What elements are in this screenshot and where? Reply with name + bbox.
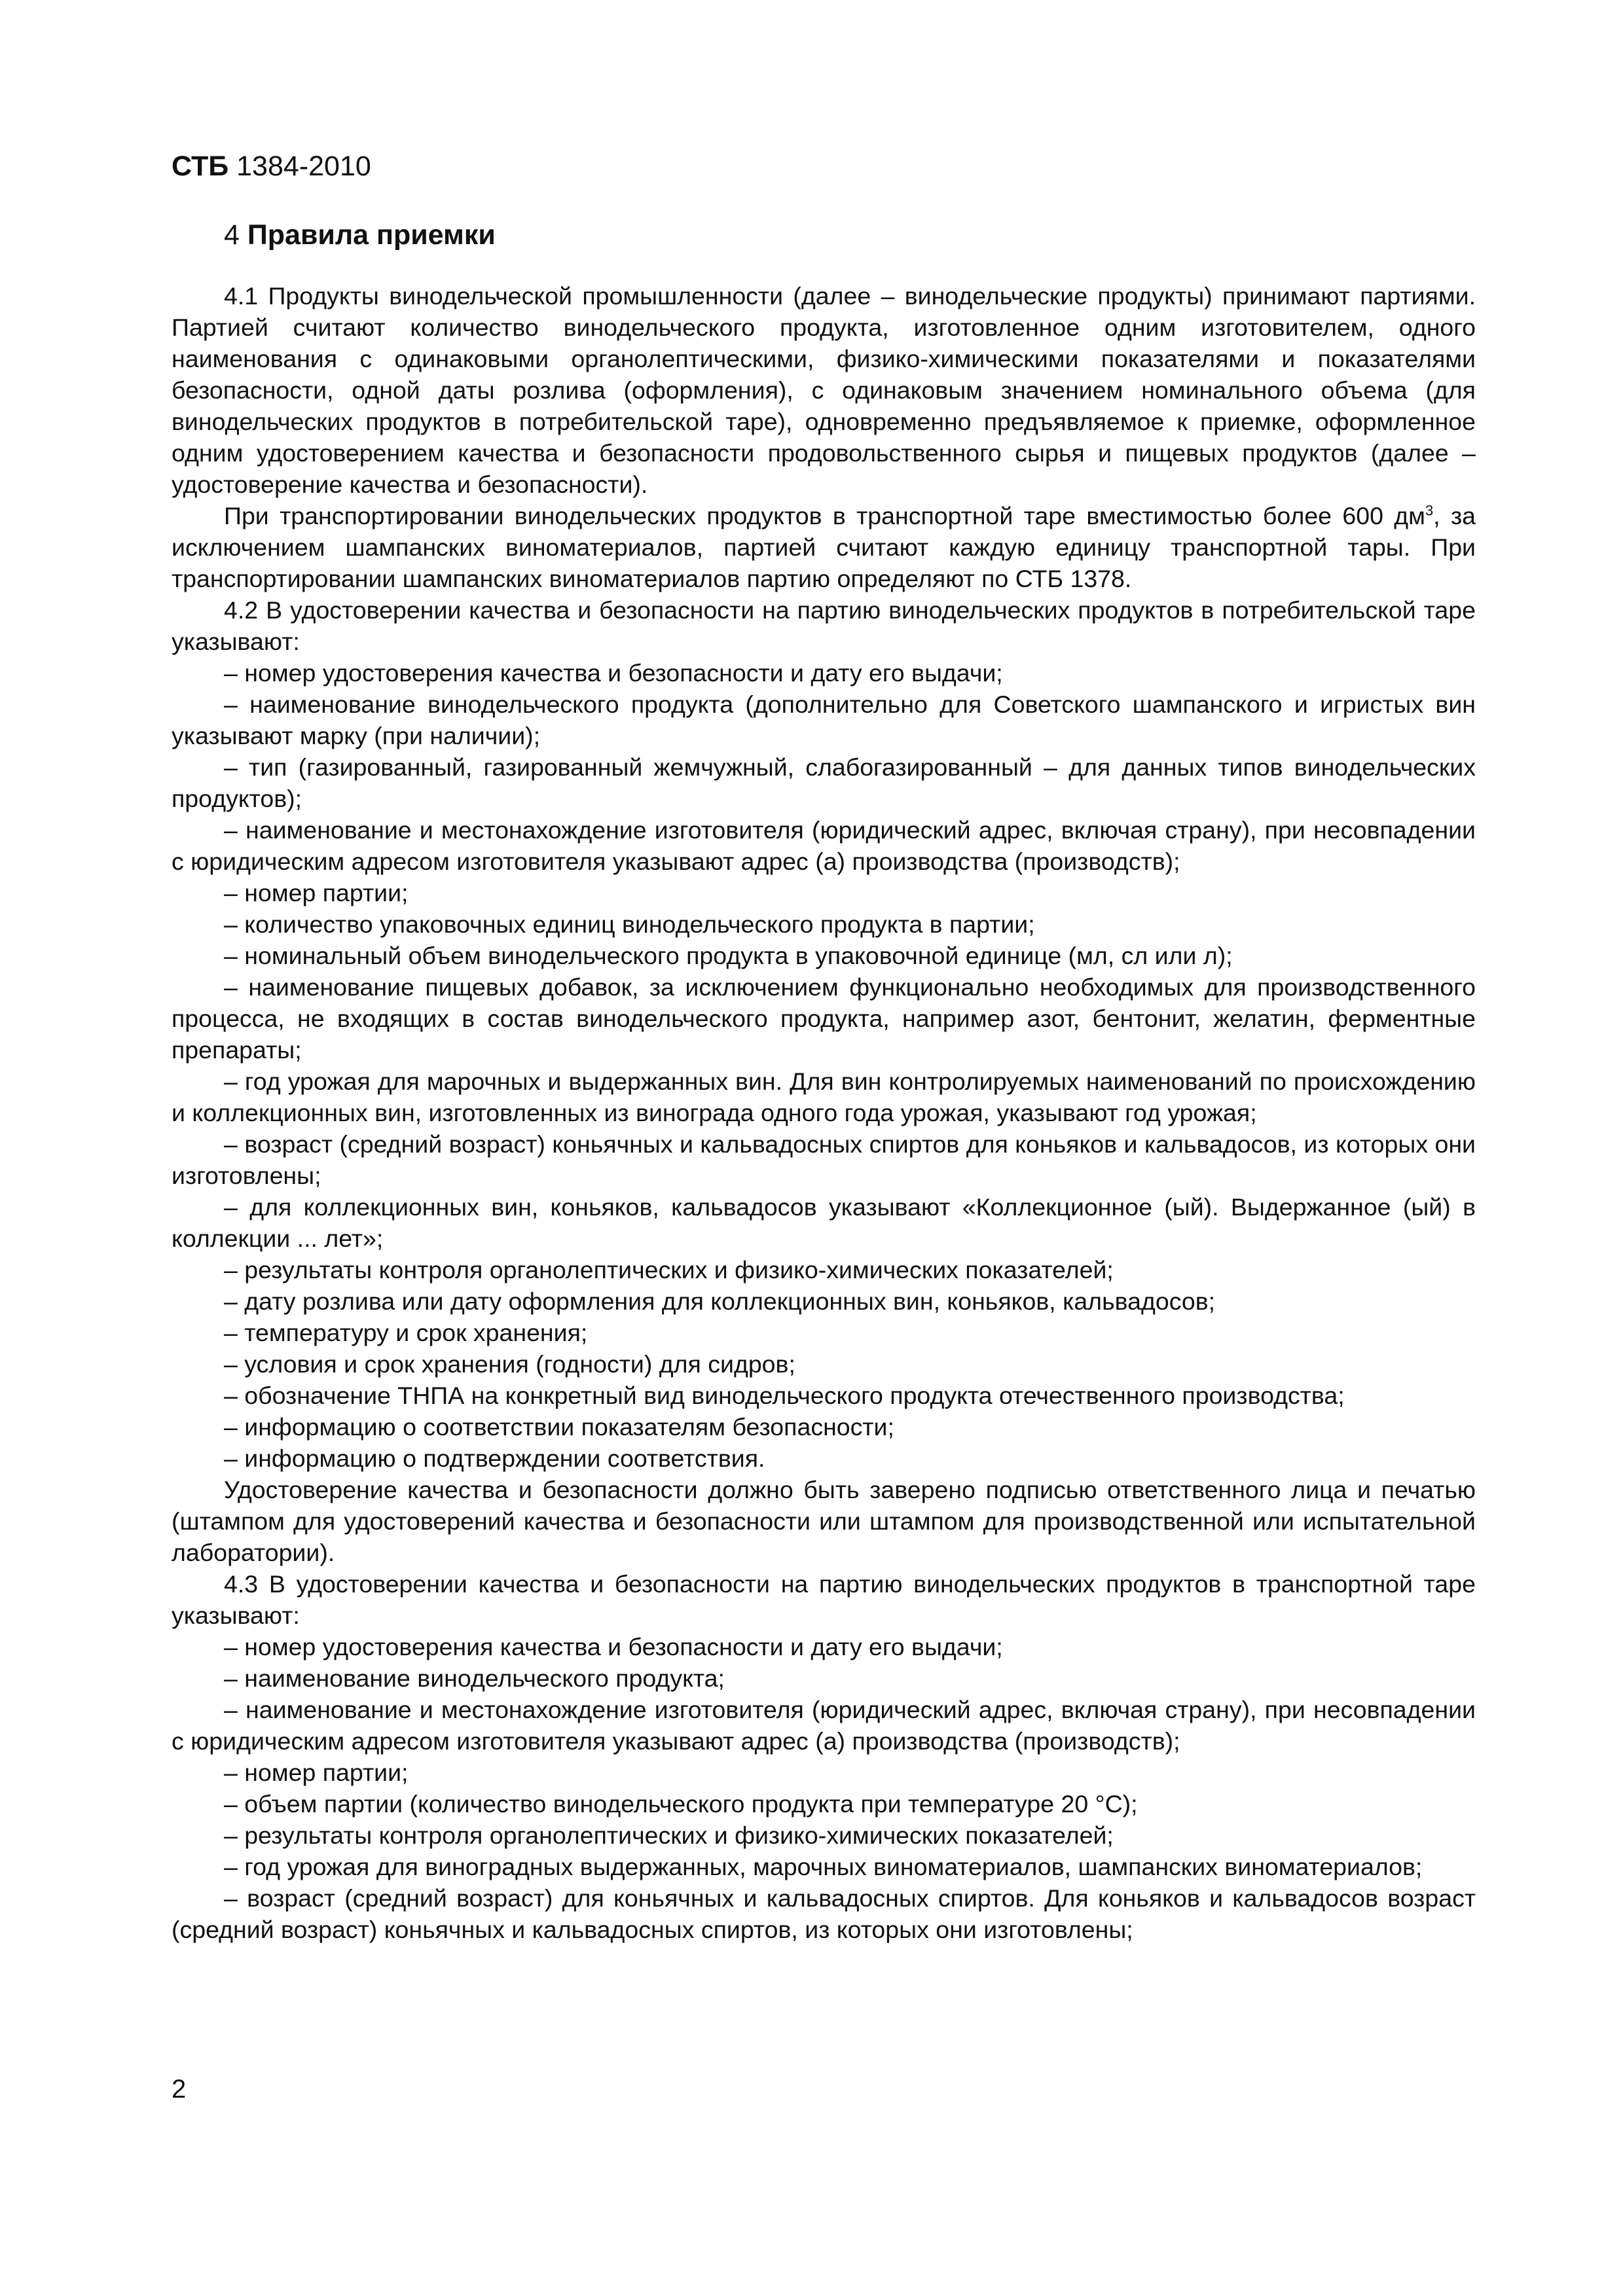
list-item: – номинальный объем винодельческого продукта в упаковочной единице (мл, сл или л); — [224, 942, 1233, 969]
list-item: – номер партии; — [224, 1759, 409, 1786]
section-number: 4 — [224, 219, 240, 251]
section-title — [224, 219, 1476, 251]
list-item: – наименование винодельческого продукта; — [224, 1664, 725, 1692]
standard-code: СТБ — [172, 151, 229, 182]
list-item: – условия и срок хранения (годности) для сидров; — [224, 1350, 795, 1378]
document-body — [172, 280, 1476, 1945]
list-item: – количество упаковочных единиц винодельческого продукта в партии; — [224, 910, 1035, 938]
document-page — [172, 151, 1476, 1945]
standard-number: 1384-2010 — [236, 151, 371, 182]
list-item: – результаты контроля органолептических и физико-химических показателей; — [224, 1821, 1114, 1849]
list-item: – температуру и срок хранения; — [224, 1319, 588, 1346]
list-item: – номер удостоверения качества и безопасности и дату его выдачи; — [224, 659, 1003, 687]
list-item: – наименование и местонахождение изготовителя (юридический адрес, включая страну), при несовпадении с юридическим адресом изготовителя указывают адрес (а) производства (производств); — [172, 1696, 1476, 1755]
list-item: – возраст (средний возраст) для коньячных и кальвадосных спиртов. Для коньяков и кальвадосов возраст (средний возраст) коньячных и кальвадосных спиртов, из которых они изготовлены; — [172, 1884, 1476, 1943]
list-item: – год урожая для марочных и выдержанных вин. Для вин контролируемых наименований по происхождению и коллекционных вин, изготовленных из винограда одного года урожая, указывают год урожая; — [172, 1067, 1476, 1126]
list-item: – объем партии (количество винодельческого продукта при температуре 20 °С); — [224, 1790, 1138, 1818]
list-item: – номер партии; — [224, 879, 409, 906]
paragraph: 4.2 В удостоверении качества и безопасности на партию винодельческих продуктов в потребительской таре указывают: — [172, 596, 1476, 655]
section-heading: Правила приемки — [247, 219, 496, 251]
list-item: – наименование винодельческого продукта (дополнительно для Советского шампанского и игристых вин указывают марку (при наличии); — [172, 691, 1476, 749]
list-item: – дату розлива или дату оформления для коллекционных вин, коньяков, кальвадосов; — [224, 1287, 1216, 1315]
list-item: – для коллекционных вин, коньяков, кальвадосов указывают «Коллекционное (ый). Выдержанное (ый) в коллекции ... лет»; — [172, 1193, 1476, 1252]
document-header — [172, 151, 1476, 183]
paragraph: Удостоверение качества и безопасности должно быть заверено подписью ответственного лица и печатью (штампом для удостоверений качества и безопасности или штампом для производственной или испытательной лаборатории). — [172, 1476, 1476, 1566]
paragraph: 4.3 В удостоверении качества и безопасности на партию винодельческих продуктов в транспортной таре указывают: — [172, 1570, 1476, 1629]
list-item: – номер удостоверения качества и безопасности и дату его выдачи; — [224, 1633, 1003, 1660]
list-item: – наименование пищевых добавок, за исключением функционально необходимых для производственного процесса, не входящих в состав винодельческого продукта, например азот, бентонит, желатин, ферментные препараты; — [172, 973, 1476, 1064]
page-number: 2 — [172, 2075, 187, 2104]
list-item: – наименование и местонахождение изготовителя (юридический адрес, включая страну), при несовпадении с юридическим адресом изготовителя указывают адрес (а) производства (производств); — [172, 816, 1476, 875]
list-item: – год урожая для виноградных выдержанных, марочных виноматериалов, шампанских виноматериалов; — [224, 1853, 1423, 1880]
list-item: – возраст (средний возраст) коньячных и кальвадосных спиртов для коньяков и кальвадосов, из которых они изготовлены; — [172, 1130, 1476, 1189]
list-item: – обозначение ТНПА на конкретный вид винодельческого продукта отечественного производства; — [224, 1382, 1345, 1409]
paragraph: 4.1 Продукты винодельческой промышленности (далее – винодельческие продукты) принимают партиями. Партией считают количество винодельческого продукта, изготовленное одним изготовителем, одного наименования с одинаковыми органолептическими, физико-химическими показателями и показателями безопасности, одной даты розлива (оформления), с одинаковым значением номинального объема (для винодельческих продуктов в потребительской таре), одновременно предъявляемое к приемке, оформленное одним удостоверением качества и безопасности продовольственного сырья и пищевых продуктов (далее – удостоверение качества и безопасности). — [172, 282, 1476, 498]
paragraph: При транспортировании винодельческих продуктов в транспортной таре вместимостью более 600 $дм^3$, за исключением шампанских виноматериалов, партией считают каждую единицу транспортной тары. При транспортировании шампанских виноматериалов партию определяют по СТБ 1378. — [172, 502, 1476, 592]
list-item: – информацию о соответствии показателям безопасности; — [224, 1413, 894, 1441]
list-item: – тип (газированный, газированный жемчужный, слабогазированный – для данных типов винодельческих продуктов); — [172, 753, 1476, 812]
list-item: – результаты контроля органолептических и физико-химических показателей; — [224, 1256, 1114, 1283]
list-item: – информацию о подтверждении соответствия. — [224, 1444, 765, 1472]
